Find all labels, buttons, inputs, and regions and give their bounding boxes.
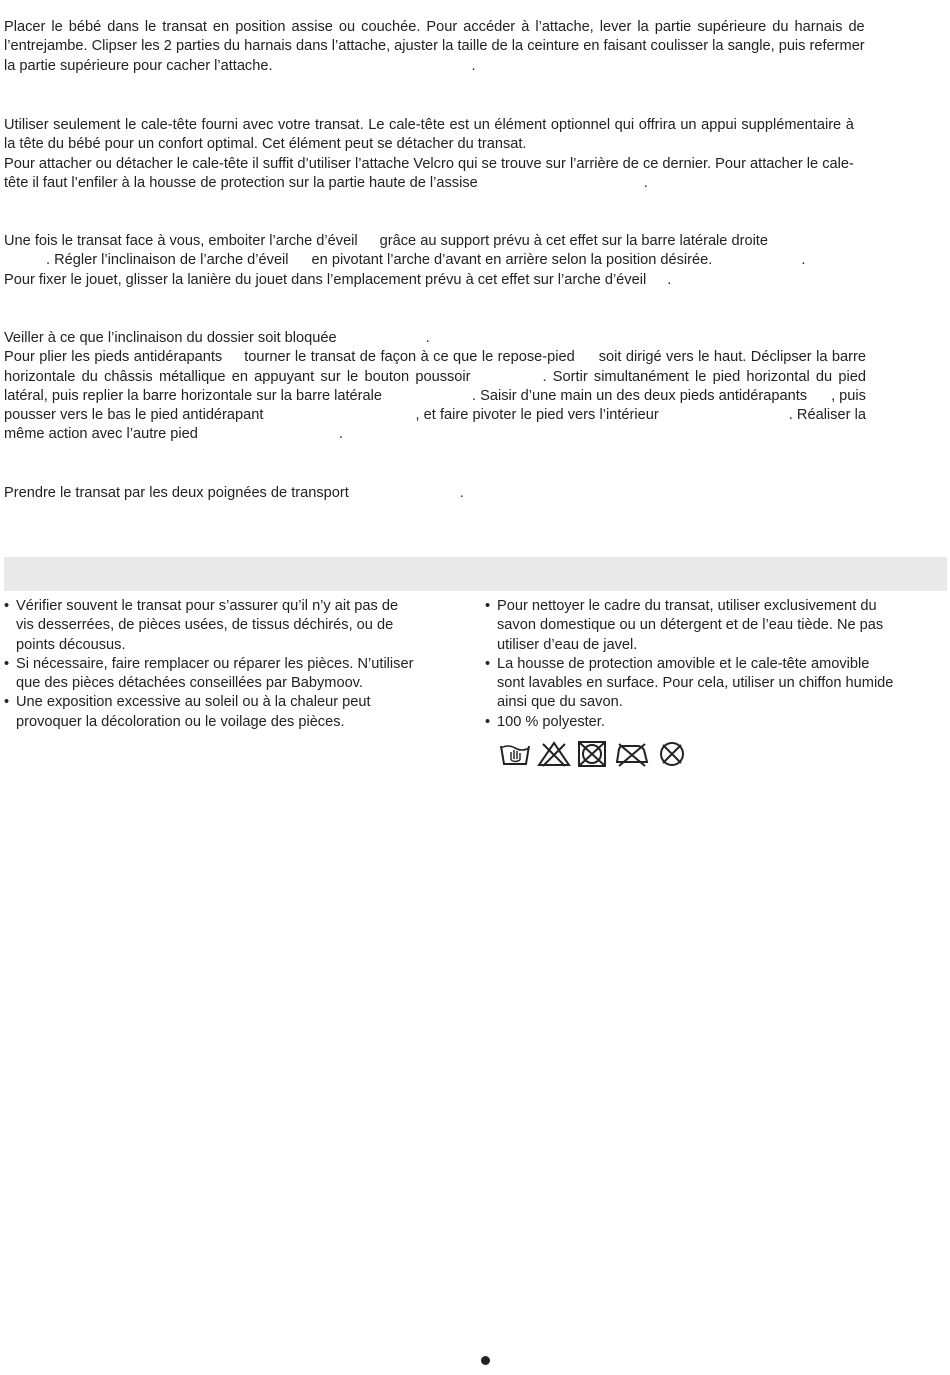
text-line: l’entrejambe. Clipser les 2 parties du harnais dans l’attache, ajuster la taille de la ceinture en faisant coulisser la sangle, puis refermer (4, 38, 865, 55)
list-item: • 100 % polyester. (485, 713, 947, 732)
text-line: latéral, puis replier la barre horizontale sur la barre latérale . Saisir d’une main un des deux pieds antidérapants , puis (4, 387, 866, 404)
text-line: la partie supérieure pour cacher l’attache. . (4, 57, 476, 74)
text-line: la tête du bébé pour un confort optimal. Cet élément peut se détacher du transat. (4, 136, 527, 153)
text-line: Pour fixer le jouet, glisser la lanière du jouet dans l’emplacement prévu à cet effet sur l’arche d’éveil . (4, 271, 672, 288)
hand-wash-icon (499, 740, 531, 768)
maintenance-section-bar (4, 557, 947, 591)
play-arch-instructions (4, 232, 805, 290)
list-item: • Si nécessaire, faire remplacer ou réparer les pièces. N’utiliser que des pièces détachées conseillées par Babymoov. (4, 655, 474, 694)
maintenance-left-column (4, 597, 474, 732)
list-item: • Une exposition excessive au soleil ou à la chaleur peut provoquer la décoloration ou le voilage des pièces. (4, 693, 474, 732)
no-ironing-icon (613, 740, 651, 768)
text-line: Prendre le transat par les deux poignées de transport . (4, 485, 464, 501)
text-line: Veiller à ce que l’inclinaison du dossier soit bloquée . (4, 330, 430, 346)
no-tumble-dry-icon (577, 740, 607, 768)
harness-instructions (4, 18, 865, 76)
text-line: même action avec l’autre pied . (4, 426, 343, 443)
page-bullet (481, 1356, 490, 1365)
text-line: . Régler l’inclinaison de l’arche d’éveil en pivotant l’arche d’avant en arrière selon la position désirée. . (46, 252, 806, 269)
text-line: Une fois le transat face à vous, emboiter l’arche d’éveil grâce au support prévu à cet effet sur la barre latérale droite (4, 233, 768, 249)
maintenance-right-column (485, 597, 947, 768)
folding-instructions (4, 329, 866, 445)
text-line: horizontale du châssis métallique en appuyant sur le bouton poussoir . Sortir simultanément le pied horizontal du pied (4, 368, 866, 385)
carrying-instructions (4, 484, 464, 503)
no-bleach-icon (537, 740, 571, 768)
list-item: • Pour nettoyer le cadre du transat, utiliser exclusivement du savon domestique ou un détergent et de l’eau tiède. Ne pas utiliser d’eau de javel. (485, 597, 947, 655)
text-line: Pour attacher ou détacher le cale-tête il suffit d’utiliser l’attache Velcro qui se trouve sur l’arrière de ce dernier. Pour attacher le cale- (4, 155, 854, 172)
care-symbols (499, 740, 947, 768)
text-line: Utiliser seulement le cale-tête fourni avec votre transat. Le cale-tête est un élément optionnel qui offrira un appui supplémentaire à (4, 117, 854, 133)
no-dry-clean-icon (657, 740, 687, 768)
text-line: pousser vers le bas le pied antidérapant , et faire pivoter le pied vers l’intérieur . Réaliser la (4, 407, 866, 424)
list-item: • La housse de protection amovible et le cale-tête amovible sont lavables en surface. Pour cela, utiliser un chiffon humide ainsi que du savon. (485, 655, 947, 713)
text-line: Pour plier les pieds antidérapants tourner le transat de façon à ce que le repose-pied soit dirigé vers le haut. Déclipser la barre (4, 349, 866, 366)
text-line: Placer le bébé dans le transat en position assise ou couchée. Pour accéder à l’attache, lever la partie supérieure du harnais de (4, 19, 865, 35)
headrest-instructions (4, 116, 854, 193)
text-line: tête il faut l’enfiler à la housse de protection sur la partie haute de l’assise . (4, 174, 648, 191)
list-item: • Vérifier souvent le transat pour s’assurer qu’il n’y ait pas de vis desserrées, de pièces usées, de tissus déchirés, ou de points décousus. (4, 597, 474, 655)
